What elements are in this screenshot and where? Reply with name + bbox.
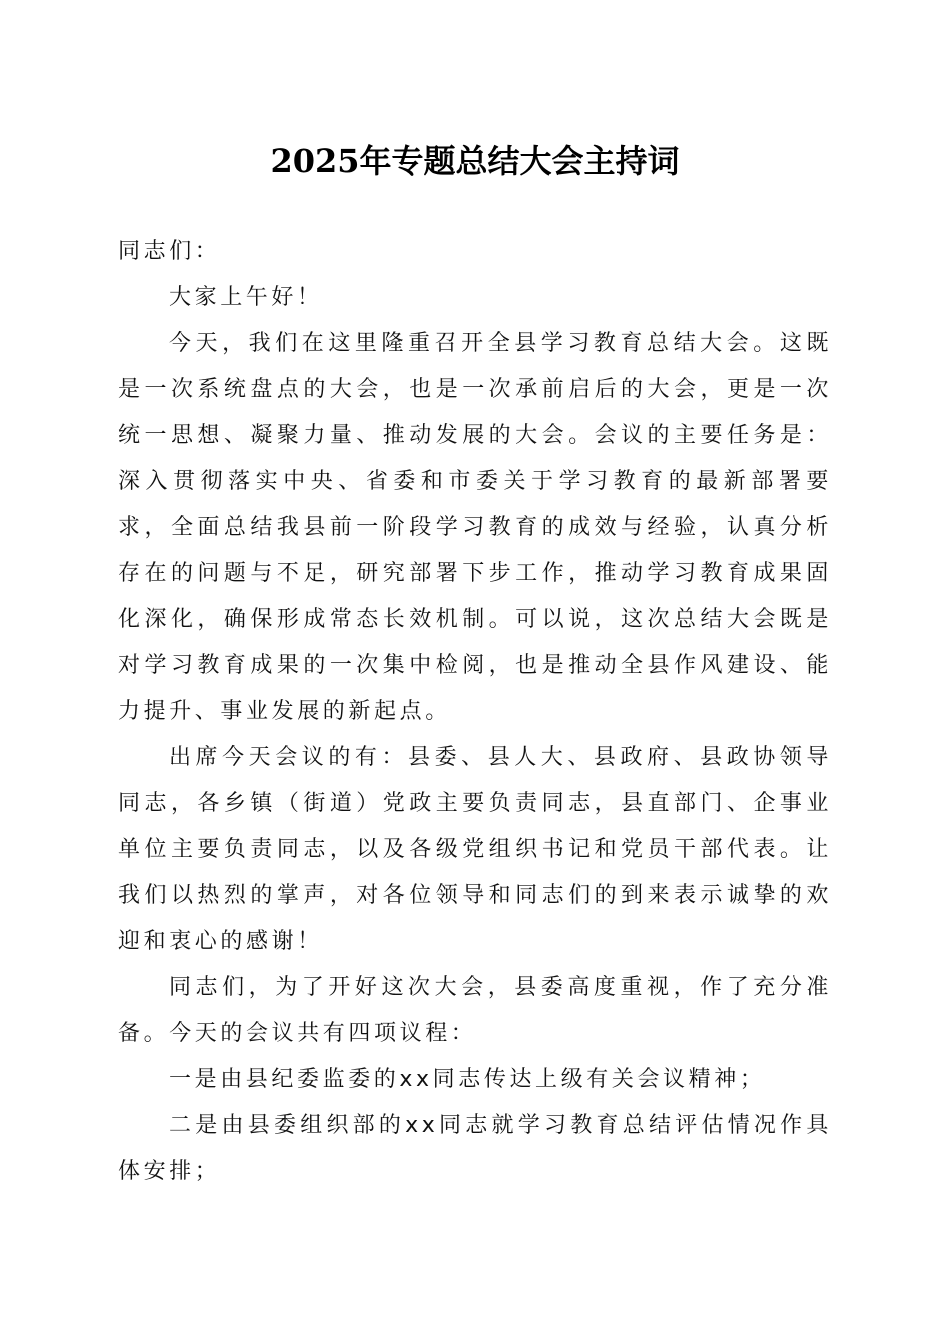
document-body [118, 229, 832, 1195]
agenda-item-2: 二是由县委组织部的xx同志就学习教育总结评估情况作具体安排； [118, 1113, 832, 1184]
document-title: 2025年专题总结大会主持词 [270, 142, 680, 180]
salutation: 同志们： [118, 239, 221, 264]
paragraph-meeting-purpose: 今天，我们在这里隆重召开全县学习教育总结大会。这既是一次系统盘点的大会，也是一次承前启后的大会，更是一次统一思想、凝聚力量、推动发展的大会。会议的主要任务是：深入贯彻落实中央、省委和市委关于学习教育的最新部署要求，全面总结我县前一阶段学习教育的成效与经验，认真分析存在的问题与不足，研究部署下步工作，推动学习教育成果固化深化，确保形成常态长效机制。可以说，这次总结大会既是对学习教育成果的一次集中检阅，也是推动全县作风建设、能力提升、事业发展的新起点。 [118, 331, 832, 724]
paragraph-greeting: 大家上午好！ [169, 285, 323, 310]
agenda-item-1: 一是由县纪委监委的xx同志传达上级有关会议精神； [169, 1067, 766, 1092]
paragraph-agenda-intro: 同志们，为了开好这次大会，县委高度重视，作了充分准备。今天的会议共有四项议程： [118, 975, 832, 1046]
paragraph-attendees: 出席今天会议的有：县委、县人大、县政府、县政协领导同志，各乡镇（街道）党政主要负责同志，县直部门、企事业单位主要负责同志，以及各级党组织书记和党员干部代表。让我们以热烈的掌声，对各位领导和同志们的到来表示诚挚的欢迎和衷心的感谢！ [118, 745, 832, 954]
